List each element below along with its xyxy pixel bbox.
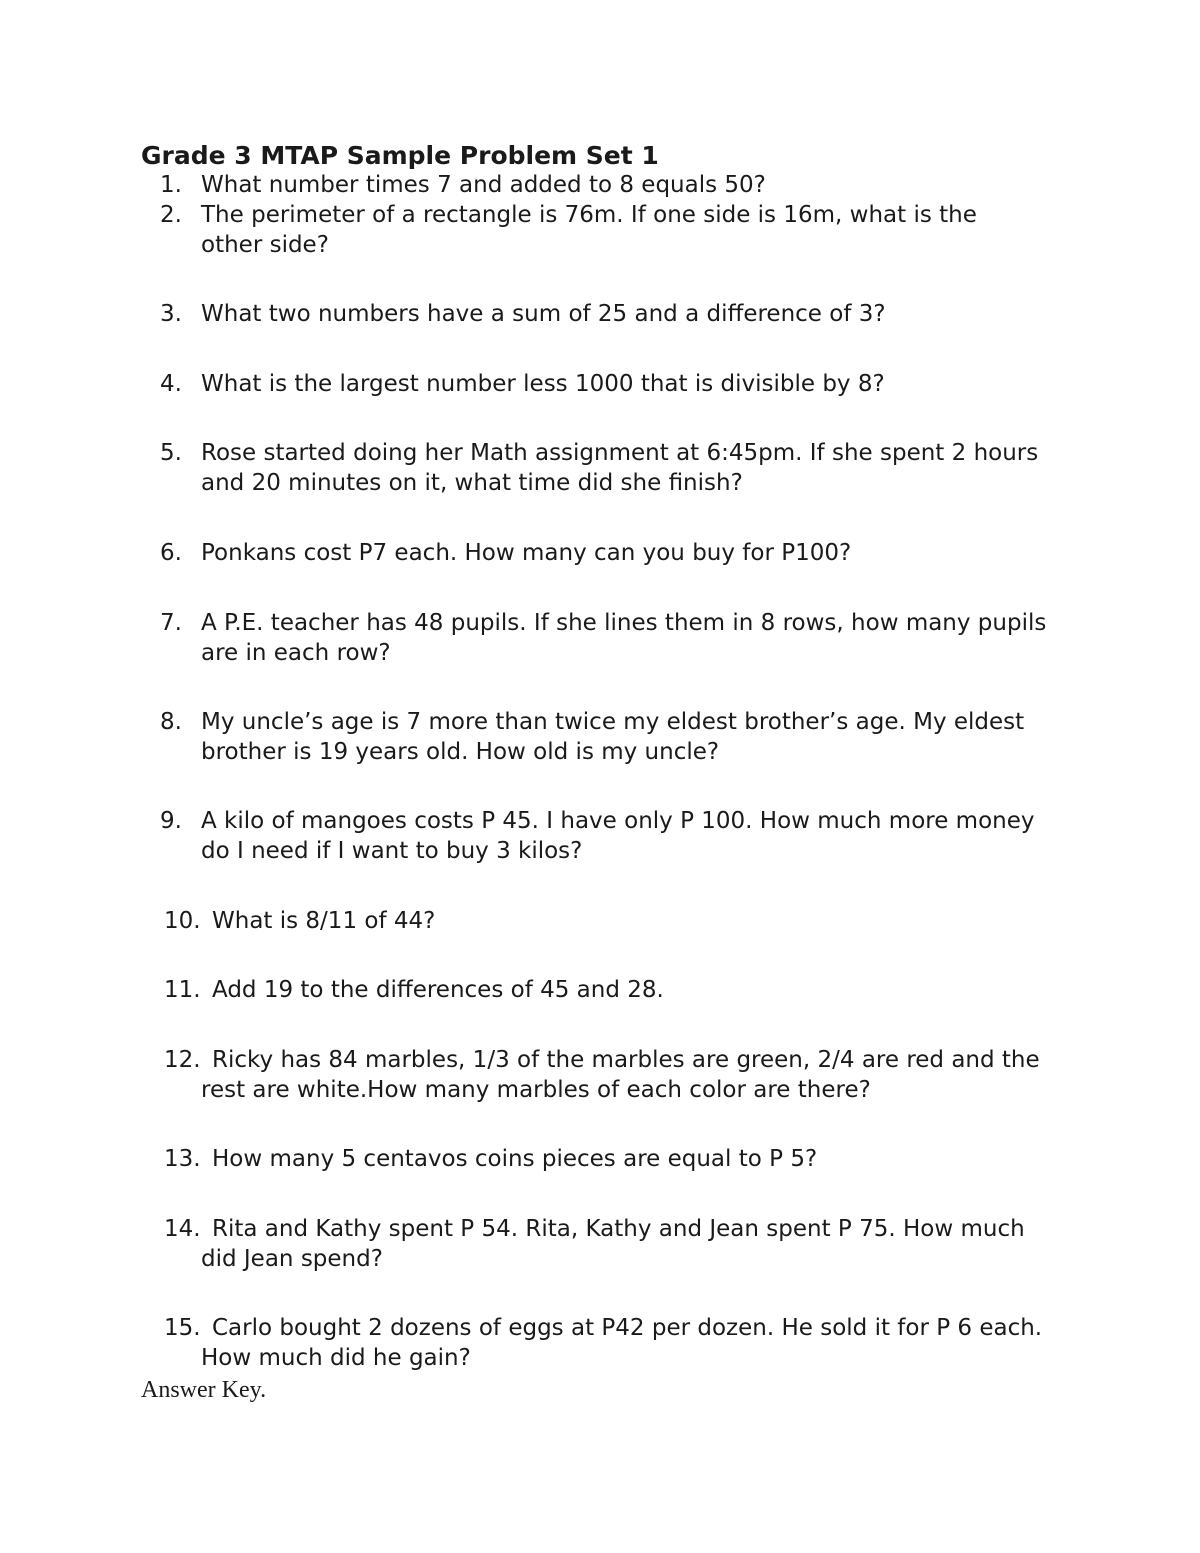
- problem-number: 1.: [160, 172, 182, 198]
- problem-text: [201, 1045, 1046, 1105]
- problem-number: 7.: [160, 610, 182, 636]
- problem-number: 3.: [160, 301, 182, 327]
- document-title: Grade 3 MTAP Sample Problem Set 1: [141, 141, 659, 170]
- problem-text: A P.E. teacher has 48 pupils. If she lines them in 8 rows, how many pupils are in each row?: [201, 610, 1047, 666]
- problem-text: The perimeter of a rectangle is 76m. If one side is 16m, what is the other side?: [201, 202, 977, 258]
- answer-key-label: Answer Key.: [141, 1377, 267, 1403]
- problem-text: What number times 7 and added to 8 equals 50?: [201, 172, 766, 198]
- problem-number: 10.: [164, 908, 201, 934]
- problem-text: How many 5 centavos coins pieces are equal to P 5?: [212, 1146, 818, 1172]
- problem-text: Carlo bought 2 dozens of eggs at P42 per dozen. He sold it for P 6 each. How much did he gain?: [201, 1315, 1043, 1371]
- problem-number: 12.: [164, 1047, 201, 1073]
- problem-number: 2.: [160, 202, 182, 228]
- problem-number: 9.: [160, 808, 182, 834]
- problem-text: Ponkans cost P7 each. How many can you buy for P100?: [201, 540, 852, 566]
- problem-text: A kilo of mangoes costs P 45. I have only P 100. How much more money do I need if I want to buy 3 kilos?: [201, 808, 1035, 864]
- problem-text: Rose started doing her Math assignment at 6:45pm. If she spent 2 hours and 20 minutes on it, what time did she finish?: [201, 440, 1039, 496]
- problem-text: My uncle’s age is 7 more than twice my eldest brother’s age. My eldest brother is 19 years old. How old is my uncle?: [201, 709, 1025, 765]
- problem-text: Rita and Kathy spent P 54. Rita, Kathy and Jean spent P 75. How much did Jean spend?: [201, 1216, 1025, 1272]
- problem-text: What two numbers have a sum of 25 and a difference of 3?: [201, 301, 886, 327]
- problem-number: 11.: [164, 977, 201, 1003]
- problem-text: What is the largest number less 1000 that is divisible by 8?: [201, 371, 885, 397]
- problem-text: Add 19 to the differences of 45 and 28.: [212, 977, 664, 1003]
- problem-text: What is 8/11 of 44?: [212, 908, 436, 934]
- problem-number: 15.: [164, 1315, 201, 1341]
- problem-number: 5.: [160, 440, 182, 466]
- problem-number: 14.: [164, 1216, 201, 1242]
- problem-number: 13.: [164, 1146, 201, 1172]
- problem-number: 4.: [160, 371, 182, 397]
- problem-text-content: Ricky has 84 marbles, 1/3 of the marbles are green, 2/4 are red and the rest are white.How many marbles of each color are there?: [201, 1047, 1040, 1103]
- problem-number: 8.: [160, 709, 182, 735]
- problem-number: 6.: [160, 540, 182, 566]
